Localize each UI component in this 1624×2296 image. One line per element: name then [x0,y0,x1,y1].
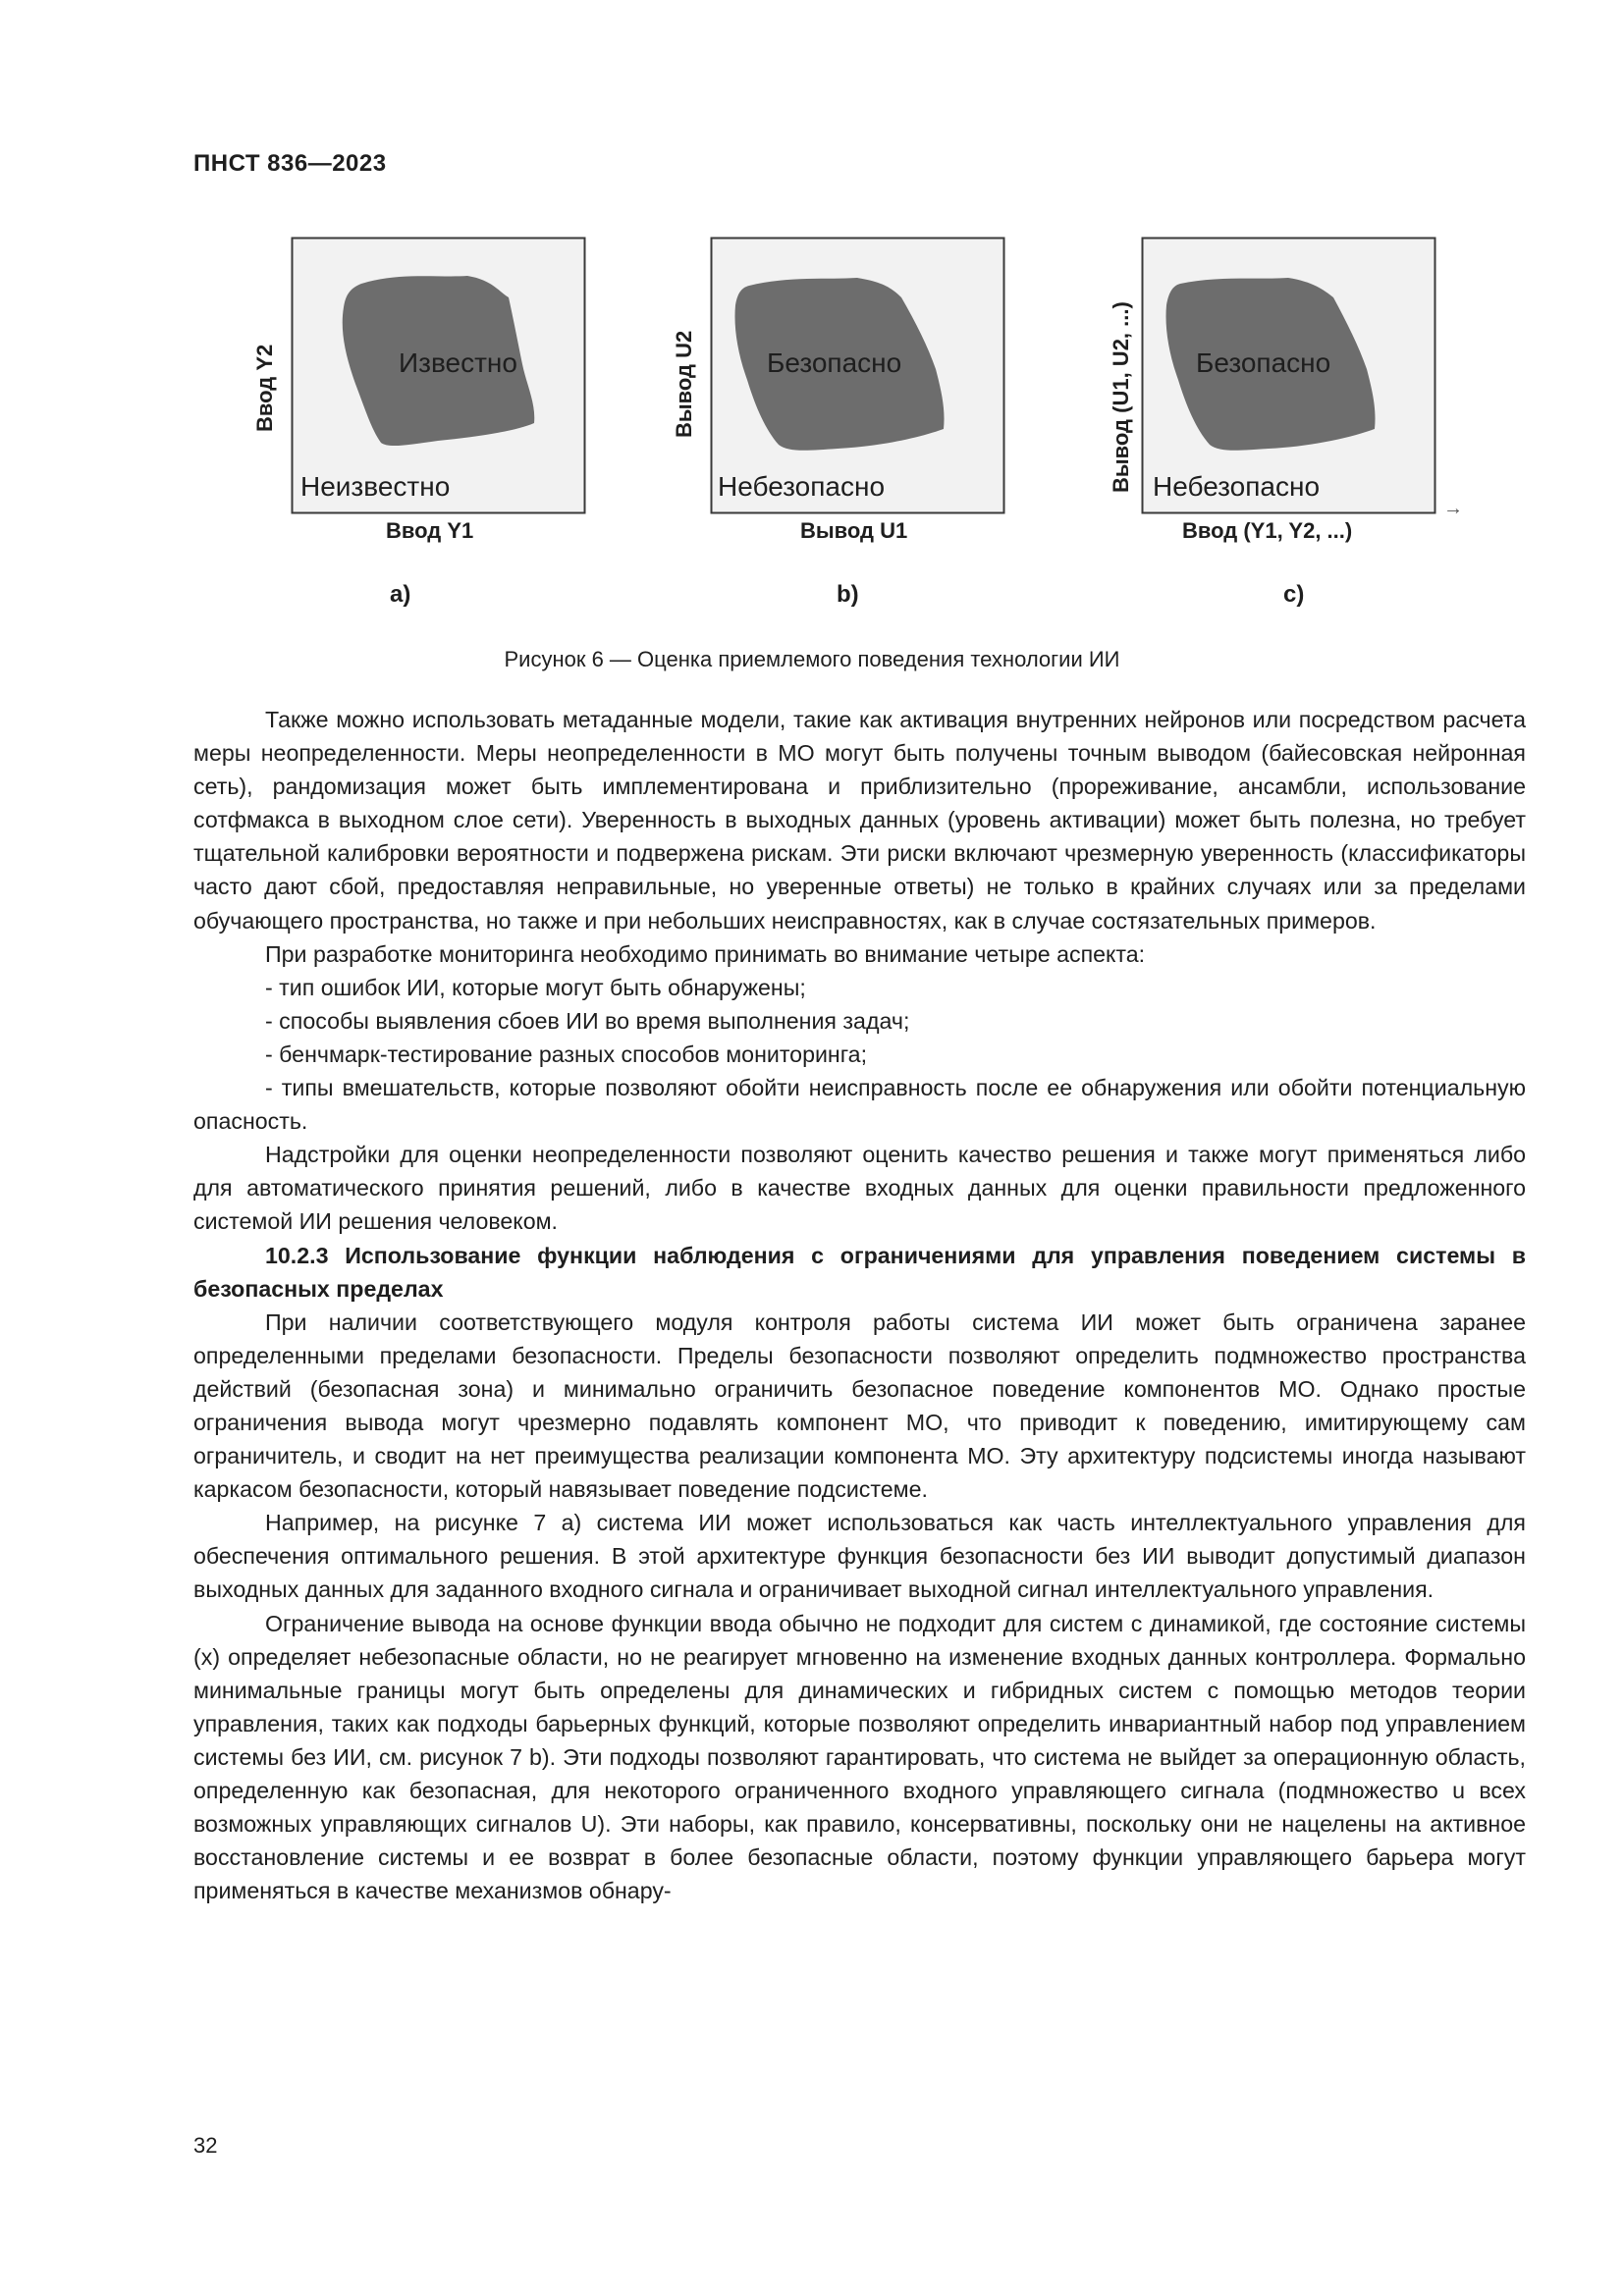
panel-c-y-axis-label: Вывод (U1, U2, ...) [1109,301,1133,493]
panel-c-letter: с) [1283,581,1305,608]
panel-a-y-axis-label: Ввод Y2 [252,344,277,432]
panel-a-letter: а) [390,581,411,608]
paragraph: При разработке мониторинга необходимо принимать во внимание четыре аспекта: [265,940,1146,967]
panel-c-x-axis-label: Ввод (Y1, Y2, ...) [1182,518,1353,543]
paragraph: Надстройки для оценки неопределенности позволяют оценить качество решения и также могут применяться либо для автоматического принятия решений, либо в качестве входных данных для оценки правильности предложенного системой ИИ решения человеком. [193,1142,1526,1235]
panel-c-outside-label: Небезопасно [1153,471,1321,502]
panel-c-graphic [1141,237,1573,629]
paragraph: При наличии соответствующего модуля контроля работы система ИИ может быть ограничена заранее определенными пределами безопасности. Пределы безопасности позволяют определить подмножество пространства действий (безопасная зона) и минимально ограничить безопасное поведение компонентов МО. Однако простые ограничения вывода могут чрезмерно подавлять компонент МО, что приводит к поведению, имитирующему сам ограничитель, и сводит на нет преимущества реализации компонента МО. Эту архитектуру подсистемы иногда называют каркасом безопасности, который навязывает поведение подсистеме. [193,1308,1526,1503]
panel-b-region-label: Безопасно [767,347,902,378]
panel-a-outside-label: Неизвестно [300,471,451,502]
paragraph: Ограничение вывода на основе функции ввода обычно не подходит для систем с динамикой, где состояние системы (x) определяет небезопасные области, но не реагирует мгновенно на изменение входных данных контроллера. Формально минимальные границы могут быть определены для динамических и гибридных систем с помощью методов теории управления, таких как подходы барьерных функций, которые позволяют определить инвариантный набор под управлением системы без ИИ, см. рисунок 7 b). Эти подходы позволяют гарантировать, что система не выйдет за операционную область, определенную как безопасная, для некоторого ограниченного входного управляющего сигнала (подмножество u всех возможных управляющих сигналов U). Эти наборы, как правило, консервативны, поскольку они не нацелены на активное восстановление системы и ее возврат в более безопасные области, поэтому функции управляющего барьера могут применяться в качестве механизмов обнару- [193,1610,1526,1904]
panel-a-region-label: Известно [399,347,517,378]
panel-b-x-axis-label: Вывод U1 [800,518,908,543]
list-item: - способы выявления сбоев ИИ во время выполнения задач; [265,1007,910,1034]
panel-b-outside-label: Небезопасно [718,471,886,502]
body-text [193,703,1526,1907]
page-number: 32 [193,2133,218,2158]
panel-b-graphic [710,237,1142,629]
panel-c-region-label: Безопасно [1196,347,1331,378]
figure-panel-a [291,237,723,629]
document-header: ПНСТ 836—2023 [193,150,387,177]
paragraph: Также можно использовать метаданные модели, такие как активация внутренних нейронов или посредством расчета меры неопределенности. Меры неопределенности в МО могут быть получены точным выводом (байесовская нейронная сеть), рандомизация может быть имплементирована и приблизительно (прореживание, ансамбли, использование сотфмакса в выходном слое сети). Уверенность в выходных данных (уровень активации) может быть полезна, но требует тщательной калибровки вероятности и подвержена рискам. Эти риски включают чрезмерную уверенность (классификаторы часто дают сбой, предоставляя неправильные, но уверенные ответы) не только в крайних случаях или за пределами обучающего пространства, но также и при небольших неисправностях, как в случае состязательных примеров. [193,707,1526,934]
panel-b-letter: b) [837,581,859,608]
list-item: - бенчмарк-тестирование разных способов мониторинга; [265,1041,868,1067]
panel-a-graphic [291,237,723,629]
figure-caption: Рисунок 6 — Оценка приемлемого поведения технологии ИИ [504,647,1120,671]
panel-b-y-axis-label: Вывод U2 [672,330,696,438]
paragraph: Например, на рисунке 7 а) система ИИ может использоваться как часть интеллектуального управления для обеспечения оптимального решения. В этой архитектуре функция безопасности без ИИ выводит допустимый диапазон выходных данных для заданного входного сигнала и ограничивает выходной сигнал интеллектуального управления. [193,1510,1526,1603]
panel-a-x-axis-label: Ввод Y1 [386,518,474,543]
arrow-icon: → [1443,498,1463,519]
figure-panel-c [1141,237,1573,629]
section-heading: 10.2.3 Использование функции наблюдения с ограничениями для управления поведением системы в безопасных пределах [193,1242,1526,1302]
figure-panel-b [710,237,1142,629]
list-item: - типы вмешательств, которые позволяют обойти неисправность после ее обнаружения или обойти потенциальную опасность. [193,1075,1526,1135]
list-item: - тип ошибок ИИ, которые могут быть обнаружены; [265,974,806,1000]
